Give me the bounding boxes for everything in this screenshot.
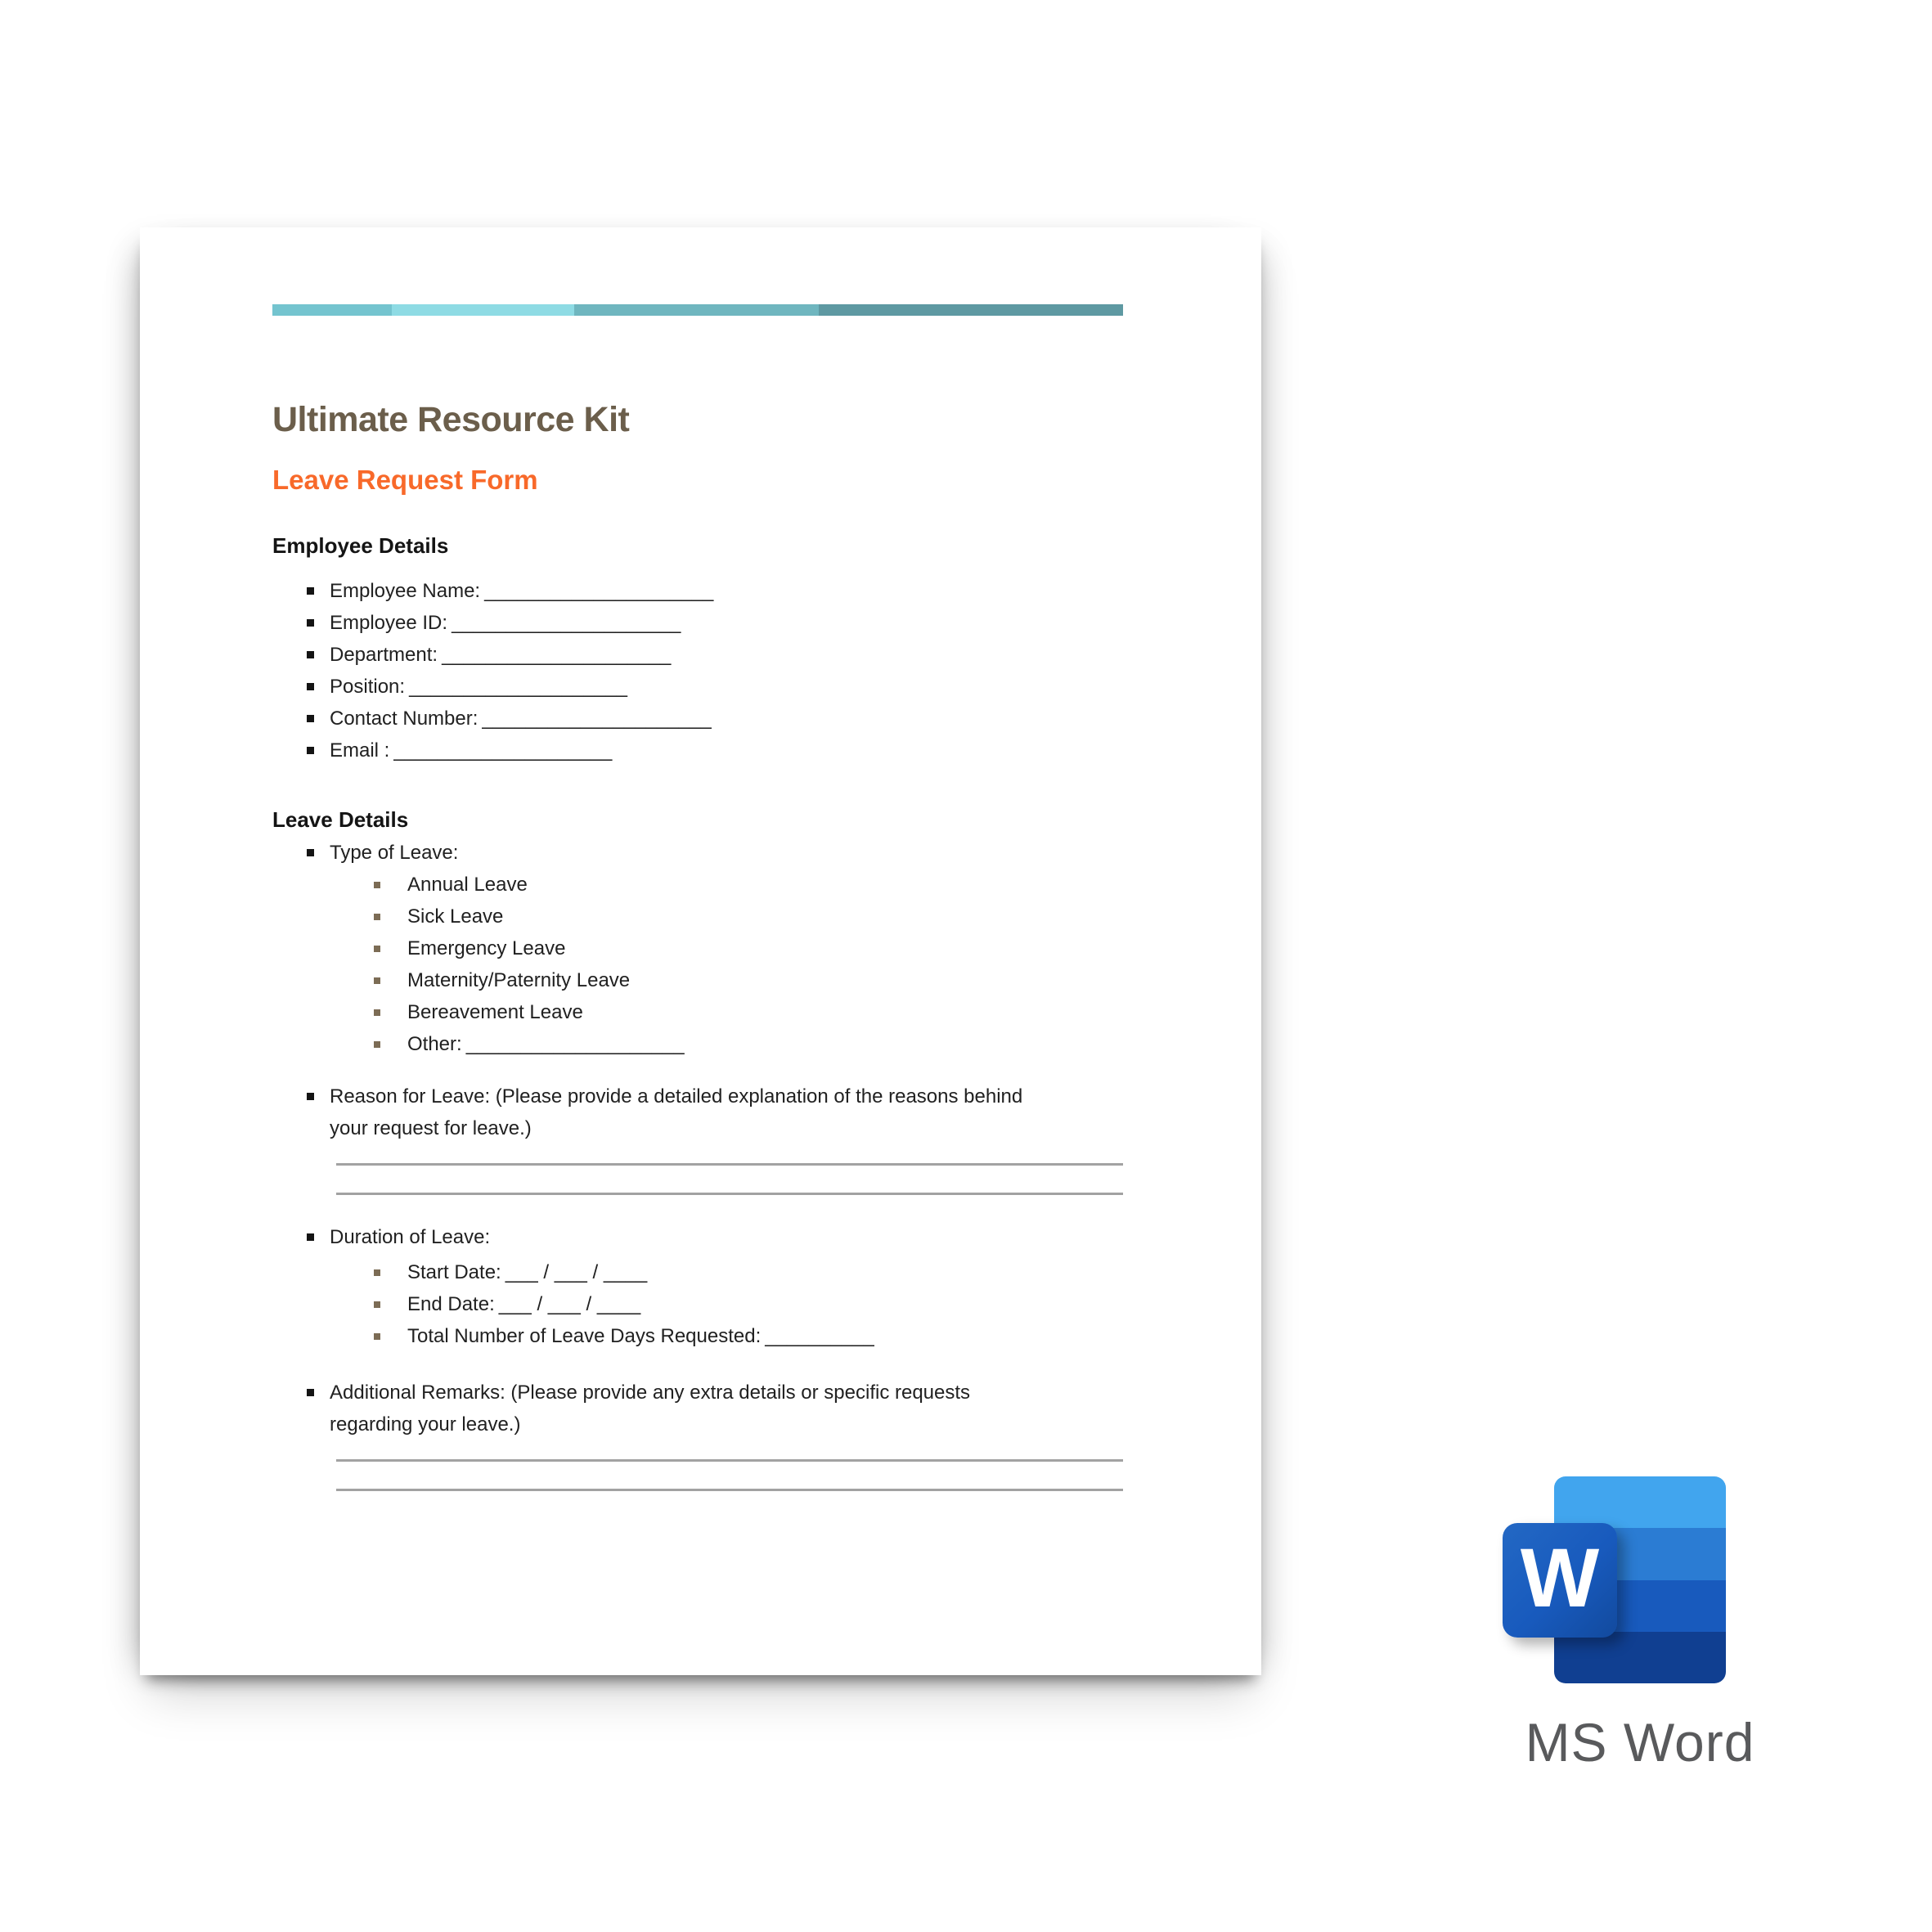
bullet-square-icon <box>307 747 314 754</box>
field-label: Email : <box>330 739 390 762</box>
list-item-type-of-leave <box>272 837 1123 1060</box>
bullet-square-icon <box>307 1093 314 1100</box>
list-item-total-leave-days <box>272 1320 1123 1352</box>
accent-bar <box>272 304 1123 316</box>
fill-in-blank: ___ / ___ / ____ <box>498 1293 641 1315</box>
word-w-letter: W <box>1520 1531 1600 1624</box>
list-item-department <box>272 639 1123 671</box>
option-label: Bereavement Leave <box>407 1001 583 1023</box>
fill-in-blank: ___ / ___ / ____ <box>505 1261 648 1283</box>
option-label: Annual Leave <box>407 874 528 896</box>
accent-bar-segment-3 <box>574 304 818 316</box>
bullet-square-icon <box>374 1041 380 1048</box>
field-label: Reason for Leave: (Please provide a detailed explanation of the reasons behind your request for leave.) <box>330 1085 1023 1139</box>
field-label: Department: <box>330 644 438 666</box>
bullet-square-icon <box>307 1233 314 1241</box>
ms-word-brand <box>1456 1476 1824 1853</box>
bullet-square-icon <box>374 1269 380 1276</box>
field-label: Additional Remarks: (Please provide any extra details or specific requests regarding your leave.) <box>330 1382 971 1436</box>
fill-in-blank: _____________________ <box>484 580 714 602</box>
bullet-square-icon <box>374 977 380 984</box>
list-item-employee-id <box>272 607 1123 639</box>
list-item-end-date <box>272 1288 1123 1320</box>
list-item-contact-number <box>272 703 1123 735</box>
write-in-line <box>336 1489 1123 1491</box>
list-item-position <box>272 671 1123 703</box>
field-label: End Date: <box>407 1293 495 1315</box>
bullet-square-icon <box>307 651 314 658</box>
word-w-badge <box>1503 1523 1617 1638</box>
fill-in-blank: ____________________ <box>409 676 628 698</box>
bullet-square-icon <box>307 587 314 595</box>
list-item-reason-for-leave <box>272 1081 1049 1144</box>
bullet-square-icon <box>374 1333 380 1340</box>
option-other-leave <box>272 1028 1123 1060</box>
option-label: Maternity/Paternity Leave <box>407 969 631 991</box>
option-label: Sick Leave <box>407 905 504 928</box>
bullet-square-icon <box>307 715 314 722</box>
section-heading-leave-details: Leave Details <box>272 807 409 832</box>
bullet-square-icon <box>374 1301 380 1308</box>
option-maternity-paternity-leave <box>272 964 1123 996</box>
reason-for-leave-block <box>272 1081 1123 1144</box>
field-label: Contact Number: <box>330 708 479 730</box>
bullet-square-icon <box>307 619 314 627</box>
field-label: Type of Leave: <box>330 842 459 864</box>
bullet-square-icon <box>374 1009 380 1016</box>
duration-options <box>272 1256 1123 1352</box>
bullet-square-icon <box>374 914 380 920</box>
fill-in-blank: _____________________ <box>482 708 712 730</box>
section-heading-employee-details: Employee Details <box>272 533 449 558</box>
field-label: Total Number of Leave Days Requested: <box>407 1325 762 1347</box>
page-title: Ultimate Resource Kit <box>272 400 630 439</box>
list-item-start-date <box>272 1256 1123 1288</box>
duration-of-leave-block <box>272 1221 1123 1352</box>
option-label: Other: <box>407 1033 462 1055</box>
list-item-employee-name <box>272 575 1123 607</box>
bullet-square-icon <box>307 1389 314 1396</box>
option-bereavement-leave <box>272 996 1123 1028</box>
bullet-square-icon <box>374 882 380 888</box>
write-in-line <box>336 1459 1123 1462</box>
form-title: Leave Request Form <box>272 465 538 495</box>
field-label: Duration of Leave: <box>330 1226 491 1248</box>
additional-remarks-block <box>272 1377 1123 1440</box>
leave-type-list <box>272 837 1123 1060</box>
fill-in-blank: _____________________ <box>442 644 672 666</box>
option-emergency-leave <box>272 932 1123 964</box>
document-page <box>140 227 1261 1675</box>
fill-in-blank: __________ <box>765 1325 874 1347</box>
bullet-square-icon <box>374 946 380 952</box>
brand-label: MS Word <box>1525 1712 1755 1772</box>
accent-bar-segment-1 <box>272 304 392 316</box>
word-doc-band-1 <box>1554 1476 1726 1528</box>
field-label: Start Date: <box>407 1261 501 1283</box>
bullet-square-icon <box>307 683 314 690</box>
page-content <box>272 227 1123 1491</box>
field-label: Employee ID: <box>330 612 448 634</box>
list-item-email <box>272 735 1123 766</box>
bullet-square-icon <box>307 849 314 856</box>
write-in-line <box>336 1193 1123 1195</box>
option-sick-leave <box>272 901 1123 932</box>
option-label: Emergency Leave <box>407 937 566 959</box>
ms-word-logo-icon <box>1503 1476 1726 1683</box>
employee-details-list <box>272 575 1123 766</box>
fill-in-blank: ____________________ <box>393 739 613 762</box>
field-label: Employee Name: <box>330 580 481 602</box>
accent-bar-segment-4 <box>819 304 1123 316</box>
fill-in-blank: _____________________ <box>452 612 681 634</box>
list-item-duration-of-leave <box>272 1221 1123 1352</box>
write-in-line <box>336 1163 1123 1166</box>
leave-type-options <box>272 869 1123 1060</box>
field-label: Position: <box>330 676 406 698</box>
accent-bar-segment-2 <box>392 304 575 316</box>
option-annual-leave <box>272 869 1123 901</box>
fill-in-blank: ____________________ <box>465 1033 685 1055</box>
word-doc-band-4 <box>1554 1632 1726 1683</box>
list-item-additional-remarks <box>272 1377 1049 1440</box>
